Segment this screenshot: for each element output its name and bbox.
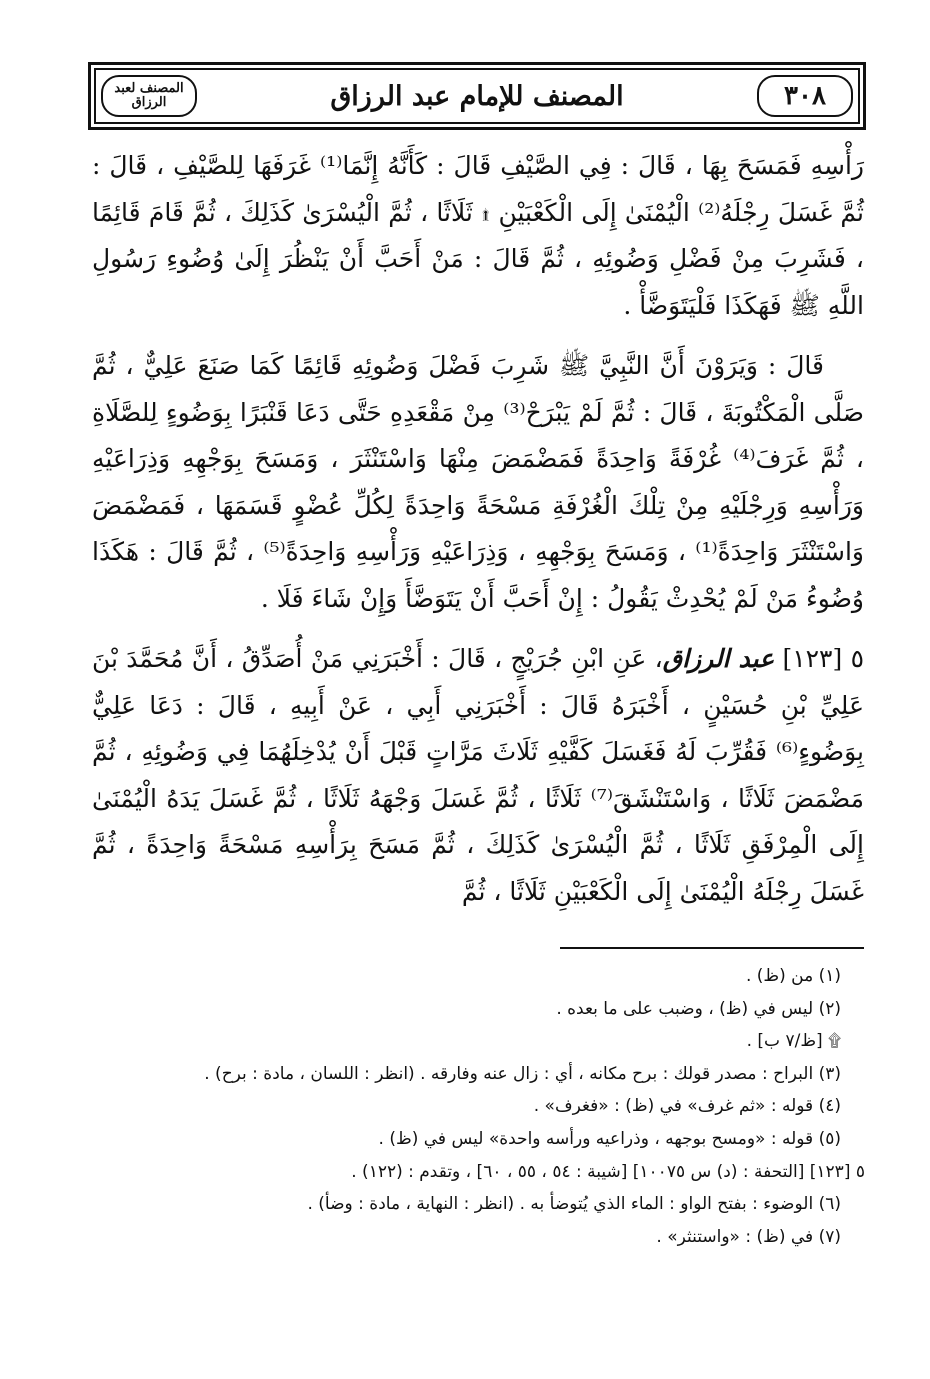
book-title: المصنف للإمام عبد الرزاق <box>330 80 624 112</box>
page-header <box>88 62 866 130</box>
paragraph: قَالَ : وَيَرَوْنَ أَنَّ النَّبِيَّ ﷺ شَرِبَ فَضْلَ وَضُوئِهِ قَائِمًا كَمَا صَنَعَ عَلِيٌّ ، ثُمَّ صَلَّى الْمَكْتُوبَةَ ، قَالَ : ثُمَّ لَمْ يَبْرَحْ⁽³⁾ مِنْ مَقْعَدِهِ حَتَّى دَعَا قَنْبَرًا بِوَضُوءٍ لِلصَّلَاةِ ، ثُمَّ غَرَفَ⁽⁴⁾ غُرْفَةً وَاحِدَةً فَمَضْمَضَ مِنْهَا وَاسْتَنْثَرَ ، وَمَسَحَ بِوَجْهِهِ وَذِرَاعَيْهِ وَرَأْسِهِ وَرِجْلَيْهِ مِنْ تِلْكَ الْغُرْفَةِ مَسْحَةً وَاحِدَةً لِكُلِّ عُضْوٍ قَسَمَهَا ، فَمَضْمَضَ وَاسْتَنْثَرَ وَاحِدَةً⁽¹⁾ ، وَمَسَحَ بِوَجْهِهِ ، وَذِرَاعَيْهِ وَرَأْسِهِ وَاحِدَةً⁽⁵⁾ ، ثُمَّ قَالَ : هَكَذَا وُضُوءُ مَنْ لَمْ يُحْدِثْ يَقُولُ : إِنْ أَحَبَّ أَنْ يَتَوَضَّأَ وَإِنْ شَاءَ فَلَا . <box>92 351 865 613</box>
book-logo <box>101 75 197 117</box>
hadith-number: ٥ [١٢٣] <box>782 644 865 673</box>
footnote: (٥) قوله : «ومسح بوجهه ، وذراعيه ورأسه واحدة» ليس في (ظ) . <box>378 1128 841 1149</box>
footnote: ۩ [ظ/٧ ب] . <box>746 1031 841 1052</box>
page-number: ٣٠٨ <box>784 81 826 111</box>
footnote-divider <box>560 947 864 949</box>
footnote: ٥ [١٢٣] [التحفة : (د) س ١٠٠٧٥] [شيبة : ٥٤ ، ٥٥ ، ٦٠] ، وتقدم : (١٢٢) . <box>351 1161 865 1182</box>
hadith-paragraph <box>92 636 864 915</box>
footnotes <box>92 960 865 1253</box>
paragraph: رَأْسِهِ فَمَسَحَ بِهَا ، قَالَ : فِي الصَّيْفِ قَالَ : كَأَنَّهُ إِنَّمَا⁽¹⁾ غَرَفَهَا لِلصَّيْفِ ، قَالَ : ثُمَّ غَسَلَ رِجْلَهُ⁽²⁾ الْيُمْنَىٰ إِلَى الْكَعْبَيْنِ ۩ ثَلَاثًا ، ثُمَّ الْيُسْرَىٰ كَذَلِكَ ، ثُمَّ قَامَ قَائِمًا ، فَشَرِبَ مِنْ فَضْلِ وَضُوئِهِ ، ثُمَّ قَالَ : مَنْ أَحَبَّ أَنْ يَنْظُرَ إِلَىٰ وُضُوءِ رَسُولِ اللَّهِ ﷺ فَهَكَذَا فَلْيَتَوَضَّأْ . <box>92 151 864 320</box>
book-logo-text: المصنف لعبد الرزاق <box>114 81 184 110</box>
hadith-text: ، عَنِ ابْنِ جُرَيْجٍ ، قَالَ : أَخْبَرَنِي مَنْ أُصَدِّقُ ، أَنَّ مُحَمَّدَ بْنَ عَلِيِّ بْنِ حُسَيْنٍ ، أَخْبَرَهُ قَالَ : أَخْبَرَنِي أَبِي ، عَنْ أَبِيهِ ، قَالَ : دَعَا عَلِيٌّ بِوَضُوءٍ⁽⁶⁾ فَقُرِّبَ لَهُ فَغَسَلَ كَفَّيْهِ ثَلَاثَ مَرَّاتٍ قَبْلَ أَنْ يُدْخِلَهُمَا فِي وَضُوئِهِ ، ثُمَّ مَضْمَضَ ثَلَاثًا ، وَاسْتَنْشَقَ⁽⁷⁾ ثَلَاثًا ، ثُمَّ غَسَلَ وَجْهَهُ ثَلَاثًا ، ثُمَّ غَسَلَ يَدَهُ الْيُمْنَىٰ إِلَى الْمِرْفَقِ ثَلَاثًا ، ثُمَّ الْيُسْرَىٰ كَذَلِكَ ، ثُمَّ مَسَحَ بِرَأْسِهِ مَسْحَةً وَاحِدَةً ، ثُمَّ غَسَلَ رِجْلَهُ الْيُمْنَىٰ إِلَى الْكَعْبَيْنِ ثَلَاثًا ، ثُمَّ <box>92 644 864 906</box>
page-number-frame <box>757 75 853 117</box>
footnote: (٦) الوضوء : بفتح الواو : الماء الذي يُتوضأ به . (انظر : النهاية ، مادة : وضأ) . <box>307 1194 841 1215</box>
narrator-name: عبد الرزاق <box>662 644 775 673</box>
main-text <box>92 143 864 929</box>
footnote: (٤) قوله : «ثم غرف» في (ظ) : «فغرف» . <box>533 1096 841 1117</box>
footnote: (٣) البراح : مصدر قولك : برح مكانه ، أي : زال عنه وفارقه . (انظر : اللسان ، مادة : برح) . <box>204 1063 841 1084</box>
footnote: (١) من (ظ) . <box>745 966 841 986</box>
footnote: (٢) ليس في (ظ) ، وضبب على ما بعده . <box>556 998 841 1019</box>
footnote: (٧) في (ظ) : «واستنثر» . <box>656 1226 841 1247</box>
